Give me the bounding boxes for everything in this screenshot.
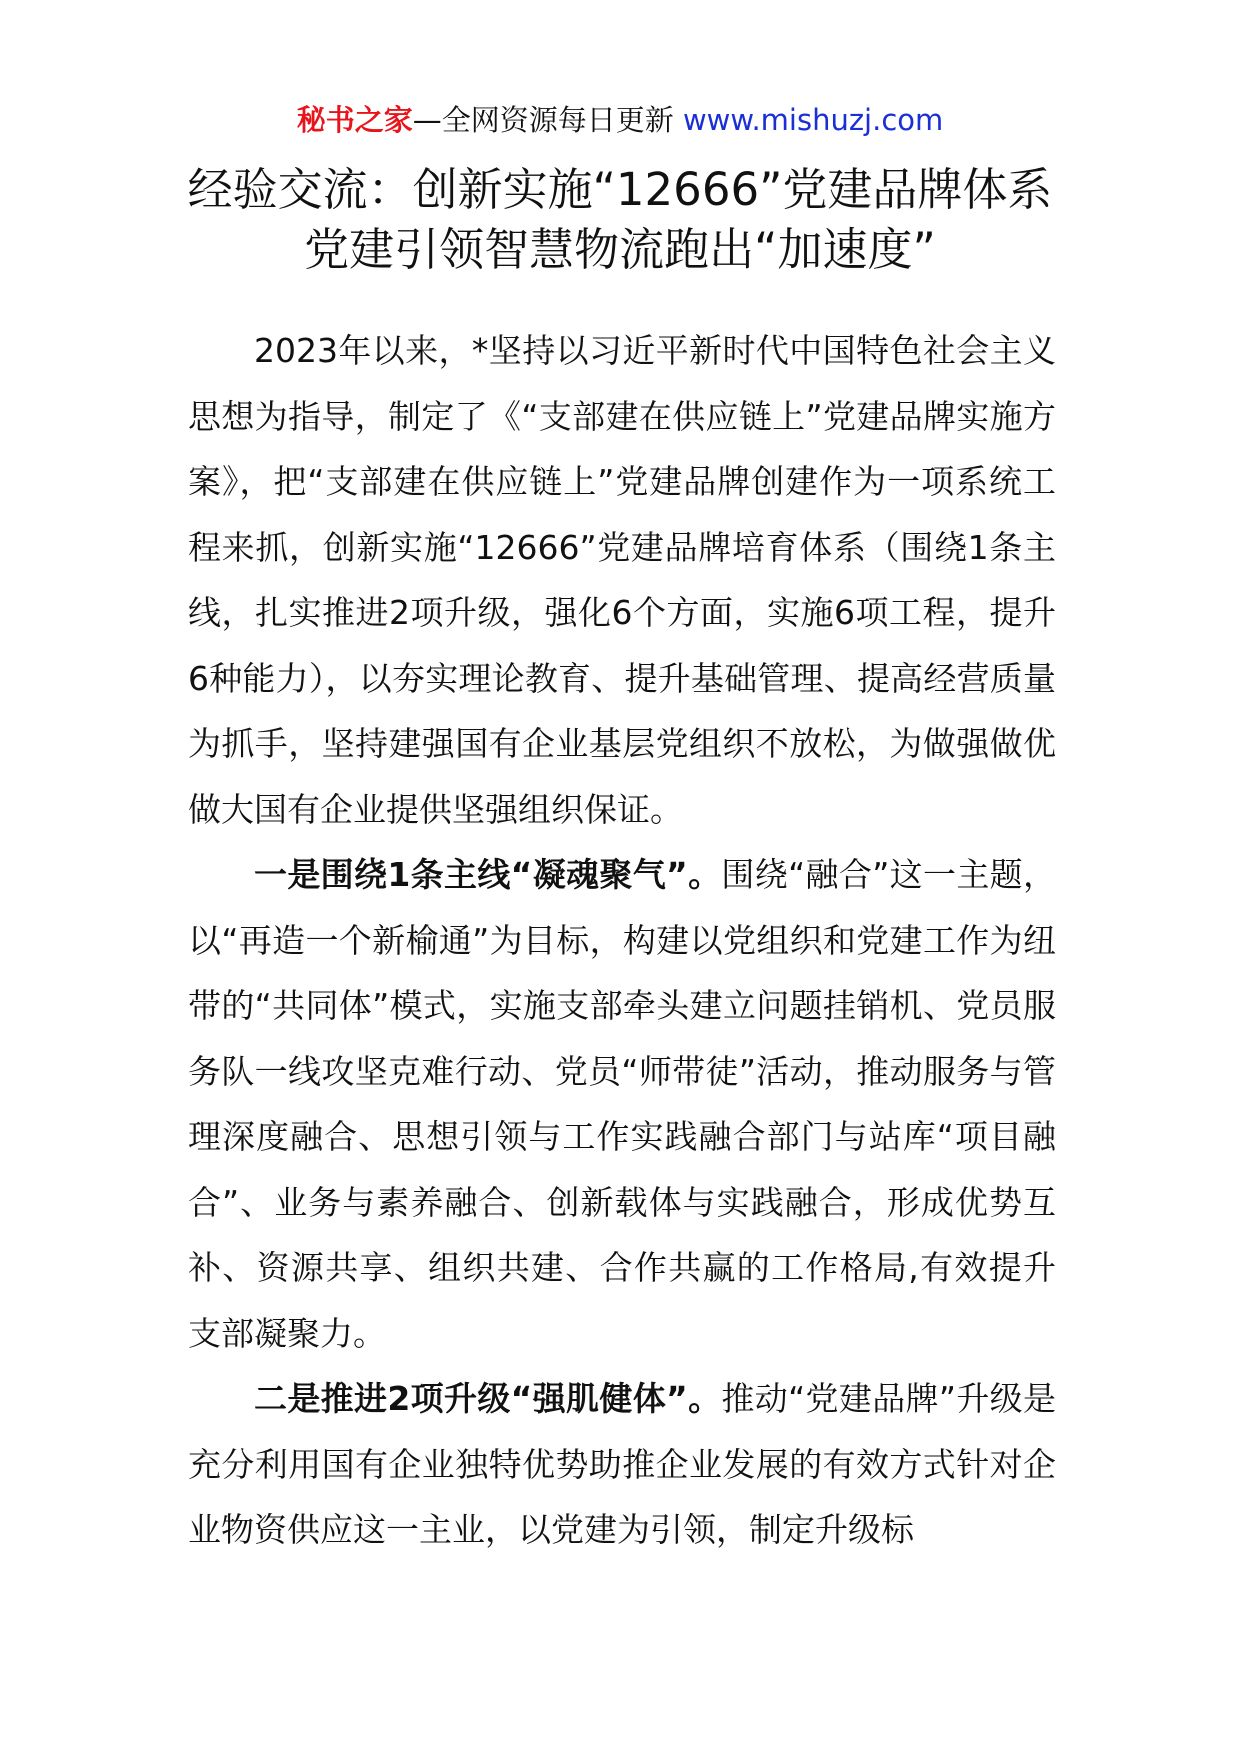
paragraph-point-two — [188, 1366, 1056, 1563]
paragraph-text: 2023年以来，*坚持以习近平新时代中国特色社会主义思想为指导，制定了《“支部建在供应链上”党建品牌实施方案》，把“支部建在供应链上”党建品牌创建作为一项系统工程来抓，创新实施“12666”党建品牌培育体系（围绕1条主线，扎实推进2项升级，强化6个方面，实施6项工程，提升6种能力），以夯实理论教育、提升基础管理、提高经营质量为抓手，坚持建强国有企业基层党组织不放松，为做强做优做大国有企业提供坚强组织保证。 — [188, 331, 1056, 829]
paragraph-point-one — [188, 842, 1056, 1366]
paragraph-intro — [188, 318, 1056, 842]
document-title: 经验交流：创新实施“12666”党建品牌体系党建引领智慧物流跑出“加速度” — [187, 163, 1053, 276]
site-header — [0, 100, 1240, 140]
paragraph-lead: 一是围绕1条主线“凝魂聚气”。 — [254, 855, 722, 894]
site-url-link[interactable]: www.mishuzj.com — [682, 103, 944, 137]
site-tagline: —全网资源每日更新 — [412, 103, 683, 137]
paragraph-text: 围绕“融合”这一主题，以“再造一个新榆通”为目标，构建以党组织和党建工作为纽带的“共同体”模式，实施支部牵头建立问题挂销机、党员服务队一线攻坚克难行动、党员“师带徒”活动，推动服务与管理深度融合、思想引领与工作实践融合部门与站库“项目融合”、业务与素养融合、创新载体与实践融合，形成优势互补、资源共享、组织共建、合作共赢的工作格局,有效提升支部凝聚力。 — [188, 855, 1056, 1353]
paragraph-lead: 二是推进2项升级“强肌健体”。 — [254, 1379, 722, 1418]
paragraph-text: 推动“党建品牌”升级是充分利用国有企业独特优势助推企业发展的有效方式针对企业物资供应这一主业，以党建为引领，制定升级标 — [188, 1379, 1056, 1549]
document-body — [188, 318, 1056, 1563]
site-brand: 秘书之家 — [296, 103, 413, 137]
